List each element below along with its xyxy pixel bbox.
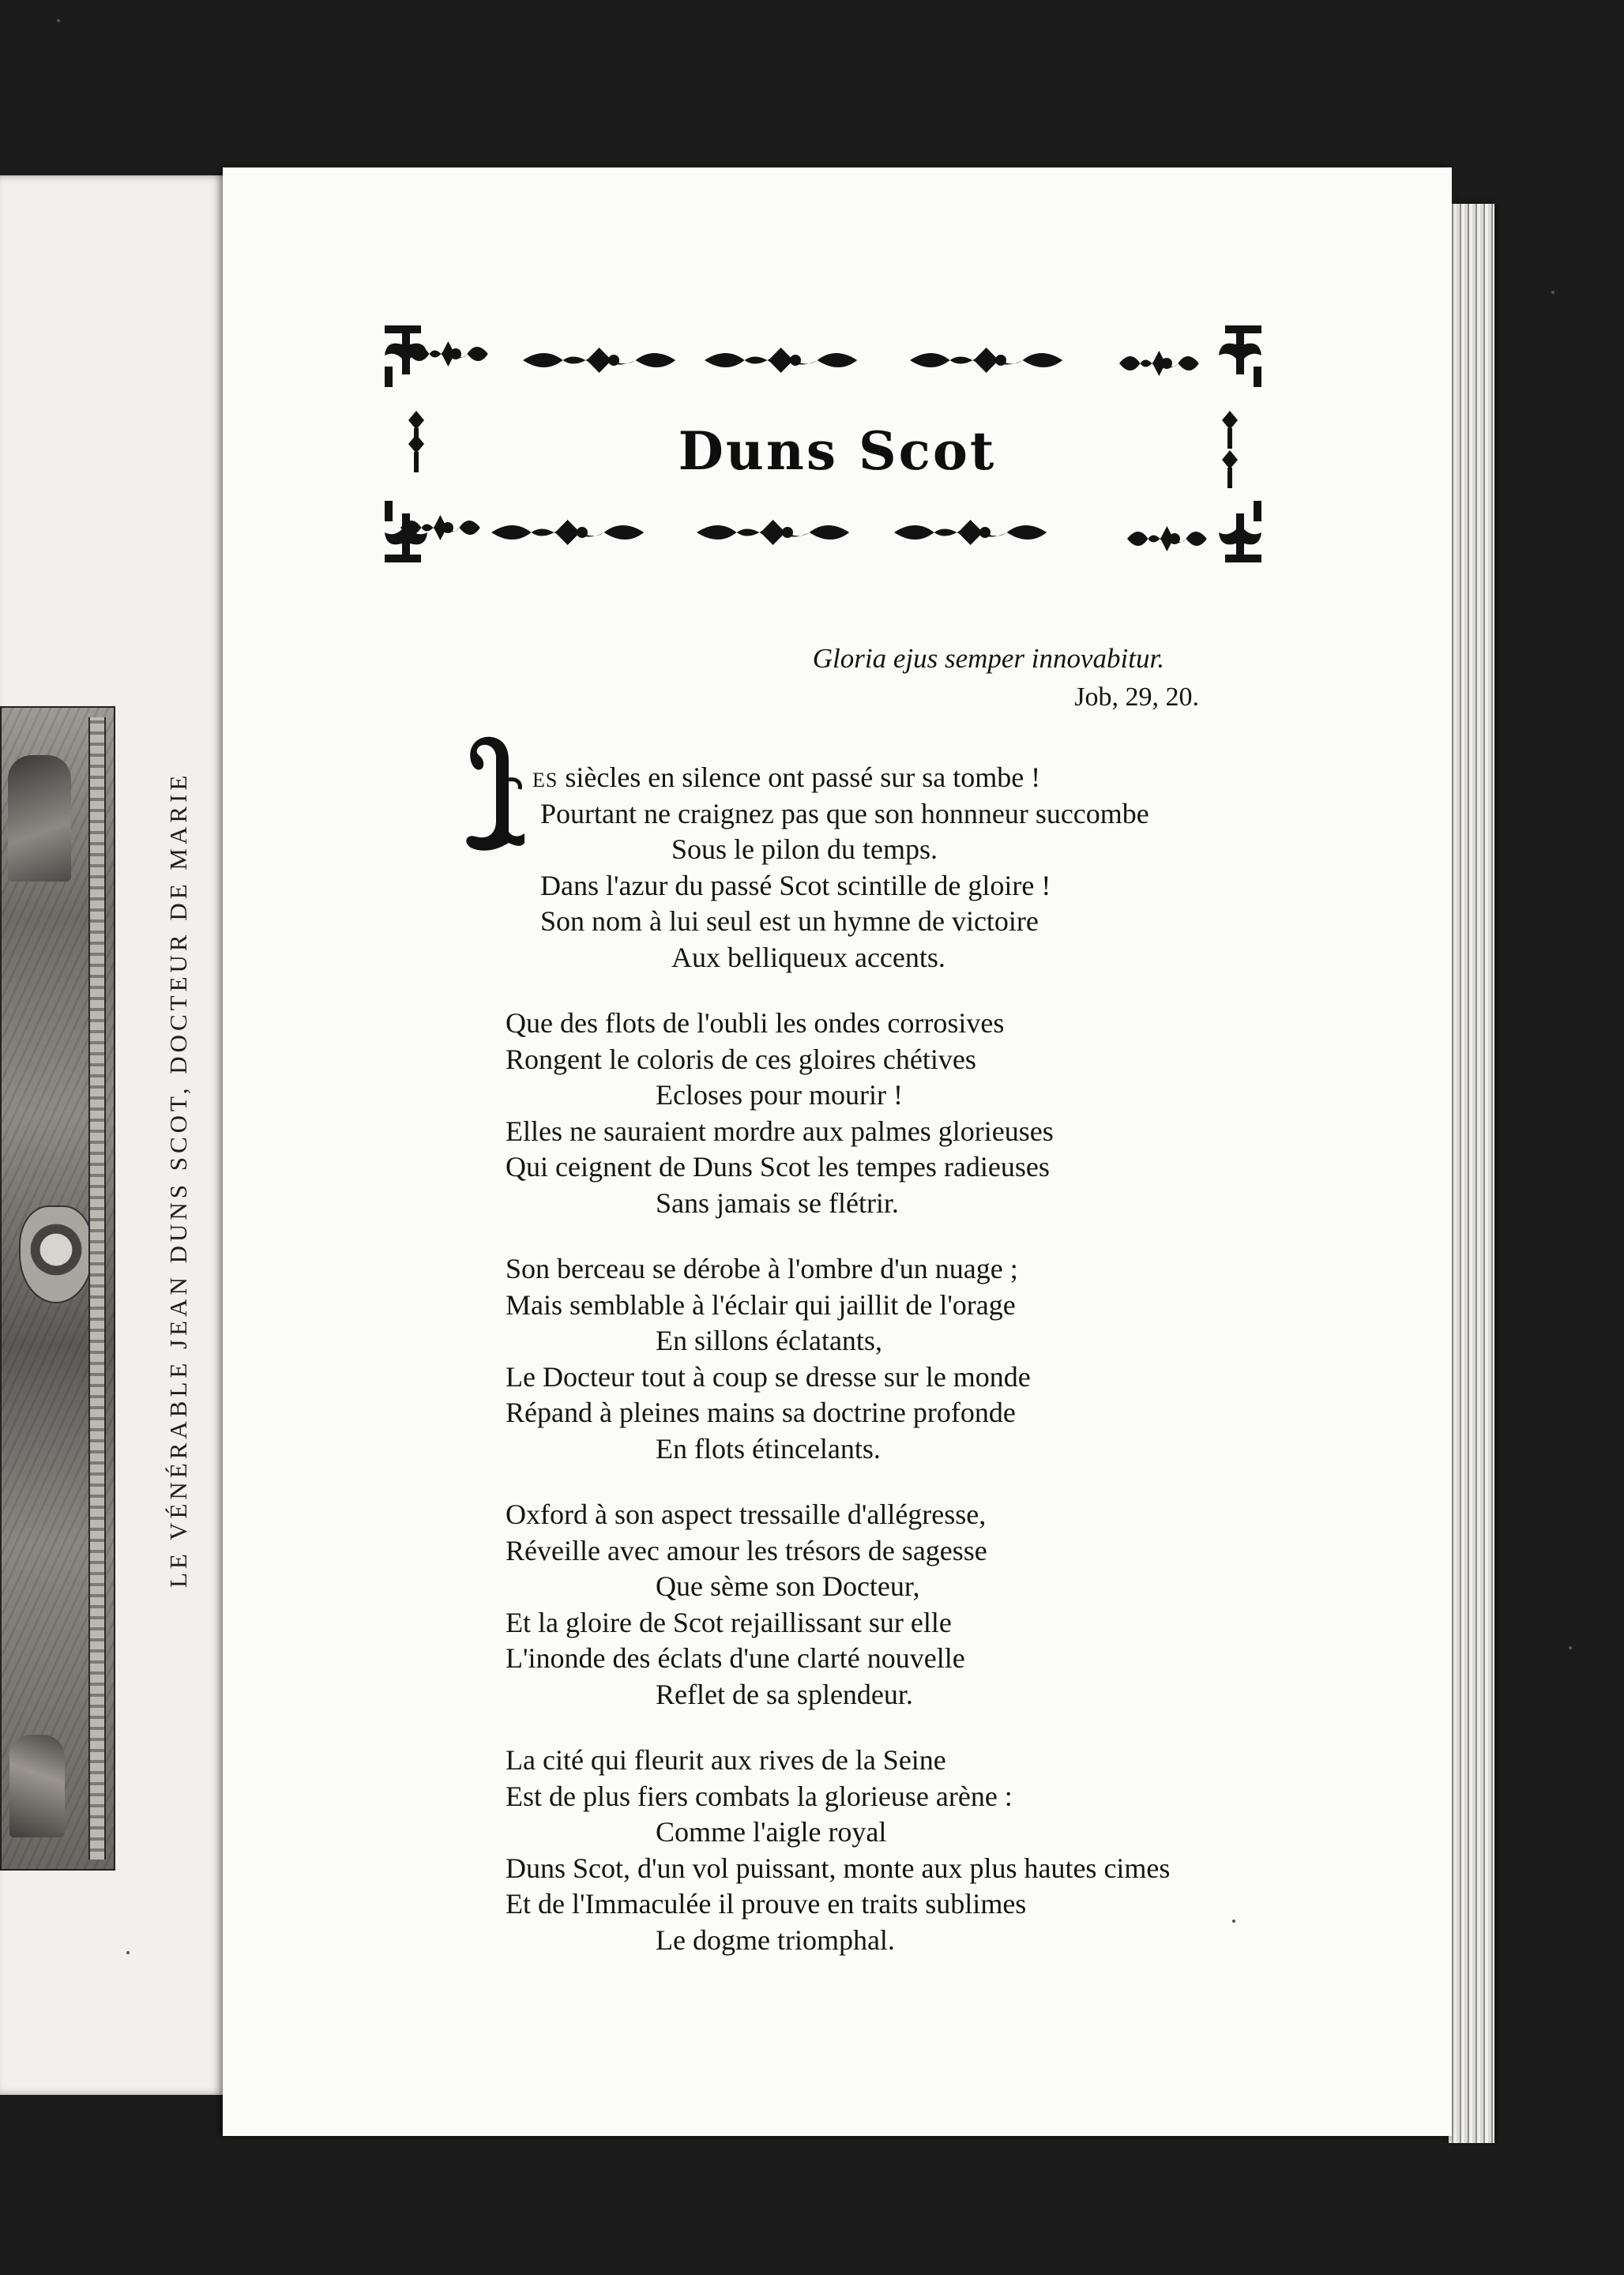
- poem-line: Reflet de sa splendeur.: [656, 1678, 913, 1710]
- poem-line: Mais semblable à l'éclair qui jaillit de l'orage: [506, 1288, 1016, 1321]
- engraving-plate: [0, 706, 115, 1871]
- stanza-5: [223, 1743, 1250, 1958]
- poem-line: Dans l'azur du passé Scot scintille de gloire !: [540, 869, 1051, 901]
- page-title: Duns Scot: [678, 420, 997, 482]
- poem-line: Sous le pilon du temps.: [671, 833, 938, 865]
- poem-line: Que sème son Docteur,: [656, 1570, 920, 1602]
- poem-line: Ecloses pour mourir !: [656, 1079, 903, 1111]
- poem-line: Et la gloire de Scot rejaillissant sur elle: [506, 1606, 952, 1638]
- engraving-border: [88, 717, 106, 1859]
- ornament-motif: [910, 348, 1062, 373]
- poem-line: Elles ne sauraient mordre aux palmes glorieuses: [506, 1115, 1054, 1147]
- right-page: [223, 167, 1452, 2136]
- stanza-1: [223, 760, 1250, 976]
- poem-line: En sillons éclatants,: [656, 1325, 882, 1356]
- ornament-motif: [523, 348, 675, 373]
- poem-line: Son nom à lui seul est un hymne de victoire: [540, 905, 1039, 937]
- ornament-corner: [1219, 501, 1261, 562]
- plate-caption: LE VÉNÉRABLE JEAN DUNS SCOT, DOCTEUR DE MARIE: [164, 771, 192, 1588]
- ornament-motif: [697, 520, 849, 545]
- left-page: [0, 175, 231, 2095]
- poem-line: En flots étincelants.: [656, 1432, 881, 1465]
- poem-line: [223, 760, 1250, 796]
- poem-line: L'inonde des éclats d'une clarté nouvelle: [506, 1642, 965, 1674]
- poem-line: Répand à pleines mains sa doctrine profonde: [506, 1397, 1016, 1428]
- ornament-corner: [1219, 325, 1261, 387]
- page-edges: [1449, 204, 1494, 2143]
- stanza-4: [223, 1497, 1250, 1713]
- stanza-2: [223, 1006, 1250, 1221]
- ornament-motif: [1119, 351, 1199, 376]
- poem-line: Le Docteur tout à coup se dresse sur le monde: [506, 1360, 1031, 1393]
- poem-line: Qui ceignent de Duns Scot les tempes radieuses: [506, 1151, 1050, 1183]
- poem-line: Rongent le coloris de ces gloires chétives: [506, 1043, 976, 1075]
- poem-line: Son berceau se dérobe à l'ombre d'un nuage ;: [506, 1253, 1018, 1284]
- poem-line: Est de plus fiers combats la glorieuse arène :: [506, 1780, 1013, 1812]
- engraving-figure-bottom: [9, 1735, 65, 1837]
- poem-line: Que des flots de l'oubli les ondes corrosives: [506, 1007, 1005, 1039]
- ornament-motif: [1127, 526, 1207, 551]
- ornament-corner: [385, 501, 427, 562]
- poem-line: Et de l'Immaculée il prouve en traits sublimes: [506, 1888, 1027, 1920]
- poem-line: Oxford à son aspect tressaille d'allégresse,: [506, 1498, 987, 1530]
- poem-line: Aux belliqueux accents.: [671, 941, 945, 973]
- poem-body: [223, 760, 1250, 1988]
- stanza-3: [223, 1251, 1250, 1467]
- poem-line: Comme l'aigle royal: [656, 1816, 887, 1848]
- poem-line: Réveille avec amour les trésors de sagesse: [506, 1534, 987, 1566]
- ornament-motif: [705, 348, 857, 373]
- poem-line: Duns Scot, d'un vol puissant, monte aux plus hautes cimes: [506, 1852, 1171, 1884]
- dropcap-letter-glyph: L: [503, 844, 509, 853]
- first-line-smallcaps: ES: [532, 769, 558, 792]
- epigraph: Gloria ejus semper innovabitur.: [812, 643, 1164, 674]
- ornament-motif: [894, 520, 1047, 545]
- poem-line: La cité qui fleurit aux rives de la Seine: [506, 1744, 946, 1776]
- poem-line: Le dogme triomphal.: [656, 1923, 895, 1956]
- poem-line: Sans jamais se flétrir.: [656, 1186, 899, 1219]
- coat-of-arms-image: [19, 1205, 93, 1303]
- epigraph-reference: Job, 29, 20.: [1074, 682, 1199, 712]
- ornament-motif: [491, 520, 644, 545]
- engraving-figure-top: [8, 755, 71, 882]
- first-line-text: siècles en silence ont passé sur sa tombe !: [558, 761, 1041, 793]
- poem-line: Pourtant ne craignez pas que son honnneur succombe: [540, 797, 1149, 829]
